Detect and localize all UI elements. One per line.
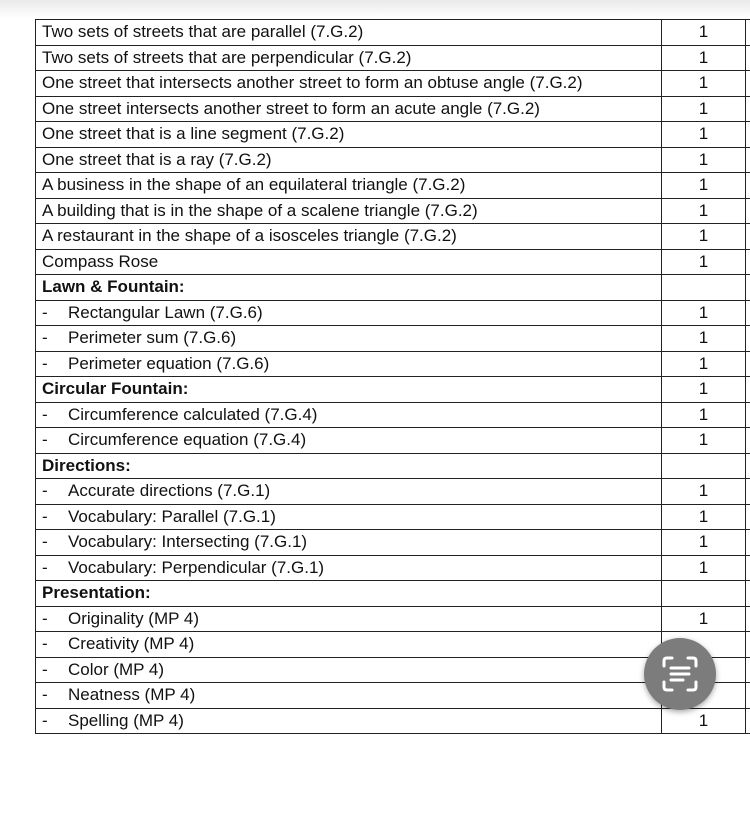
points-cell: 1 bbox=[662, 96, 746, 122]
table-row bbox=[36, 402, 750, 428]
table-row bbox=[36, 275, 750, 301]
bullet-dash: - bbox=[42, 685, 48, 705]
table-row bbox=[36, 198, 750, 224]
table-row bbox=[36, 530, 750, 556]
criterion-cell bbox=[36, 683, 662, 709]
section-heading: Circular Fountain: bbox=[36, 377, 662, 403]
points-cell: 1 bbox=[662, 530, 746, 556]
bullet-dash: - bbox=[42, 302, 48, 322]
bullet-dash: - bbox=[42, 608, 48, 628]
criterion-label: A business in the shape of an equilateral triangle (7.G.2) bbox=[36, 173, 662, 199]
criterion-cell bbox=[36, 708, 662, 734]
text-scan-button[interactable] bbox=[644, 638, 716, 710]
extra-column-cell bbox=[746, 249, 750, 275]
criterion-label: Vocabulary: Intersecting (7.G.1) bbox=[68, 532, 308, 552]
criterion-cell bbox=[36, 632, 662, 658]
criterion-label: Color (MP 4) bbox=[68, 659, 165, 679]
criterion-label: A restaurant in the shape of a isosceles triangle (7.G.2) bbox=[36, 224, 662, 250]
criterion-cell bbox=[36, 300, 662, 326]
extra-column-cell bbox=[746, 581, 750, 607]
extra-column-cell bbox=[746, 453, 750, 479]
extra-column-cell bbox=[746, 20, 750, 46]
criterion-label: One street that is a line segment (7.G.2) bbox=[36, 122, 662, 148]
bullet-dash: - bbox=[42, 557, 48, 577]
criterion-label: Rectangular Lawn (7.G.6) bbox=[68, 302, 263, 322]
rubric-table bbox=[35, 19, 750, 734]
points-cell: 1 bbox=[662, 504, 746, 530]
criterion-cell bbox=[36, 555, 662, 581]
points-cell: 1 bbox=[662, 173, 746, 199]
bullet-dash: - bbox=[42, 659, 48, 679]
points-cell: 1 bbox=[662, 249, 746, 275]
points-cell: 1 bbox=[662, 479, 746, 505]
extra-column-cell bbox=[746, 708, 750, 734]
table-row bbox=[36, 147, 750, 173]
criterion-label: Two sets of streets that are parallel (7.G.2) bbox=[36, 20, 662, 46]
points-cell bbox=[662, 453, 746, 479]
criterion-cell bbox=[36, 402, 662, 428]
criterion-cell bbox=[36, 351, 662, 377]
points-cell: 1 bbox=[662, 224, 746, 250]
rubric-body bbox=[36, 20, 750, 734]
extra-column-cell bbox=[746, 224, 750, 250]
bullet-dash: - bbox=[42, 634, 48, 654]
points-cell: 1 bbox=[662, 402, 746, 428]
table-row bbox=[36, 224, 750, 250]
points-cell: 1 bbox=[662, 71, 746, 97]
points-cell: 1 bbox=[662, 428, 746, 454]
table-row bbox=[36, 657, 750, 683]
bullet-dash: - bbox=[42, 404, 48, 424]
table-row bbox=[36, 453, 750, 479]
points-cell: 1 bbox=[662, 198, 746, 224]
bullet-dash: - bbox=[42, 710, 48, 730]
extra-column-cell bbox=[746, 147, 750, 173]
extra-column-cell bbox=[746, 122, 750, 148]
extra-column-cell bbox=[746, 198, 750, 224]
table-row bbox=[36, 20, 750, 46]
table-row bbox=[36, 555, 750, 581]
extra-column-cell bbox=[746, 96, 750, 122]
criterion-cell bbox=[36, 504, 662, 530]
points-cell: 1 bbox=[662, 20, 746, 46]
points-cell: 1 bbox=[662, 300, 746, 326]
bullet-dash: - bbox=[42, 430, 48, 450]
bullet-dash: - bbox=[42, 532, 48, 552]
criterion-label: Spelling (MP 4) bbox=[68, 710, 184, 730]
extra-column-cell bbox=[746, 683, 750, 709]
extra-column-cell bbox=[746, 402, 750, 428]
extra-column-cell bbox=[746, 657, 750, 683]
table-row bbox=[36, 249, 750, 275]
points-cell: 1 bbox=[662, 377, 746, 403]
points-cell: 1 bbox=[662, 606, 746, 632]
extra-column-cell bbox=[746, 71, 750, 97]
criterion-cell bbox=[36, 479, 662, 505]
criterion-label: Creativity (MP 4) bbox=[68, 634, 195, 654]
extra-column-cell bbox=[746, 632, 750, 658]
table-row bbox=[36, 122, 750, 148]
table-row bbox=[36, 504, 750, 530]
points-cell bbox=[662, 275, 746, 301]
bullet-dash: - bbox=[42, 481, 48, 501]
points-cell: 1 bbox=[662, 122, 746, 148]
table-row bbox=[36, 96, 750, 122]
criterion-cell bbox=[36, 606, 662, 632]
text-scan-icon bbox=[658, 652, 702, 696]
criterion-label: Accurate directions (7.G.1) bbox=[68, 481, 271, 501]
table-row bbox=[36, 683, 750, 709]
extra-column-cell bbox=[746, 377, 750, 403]
section-heading: Directions: bbox=[36, 453, 662, 479]
criterion-label: One street that is a ray (7.G.2) bbox=[36, 147, 662, 173]
criterion-cell bbox=[36, 530, 662, 556]
extra-column-cell bbox=[746, 555, 750, 581]
points-cell: 1 bbox=[662, 45, 746, 71]
criterion-label: A building that is in the shape of a scalene triangle (7.G.2) bbox=[36, 198, 662, 224]
criterion-label: Two sets of streets that are perpendicular (7.G.2) bbox=[36, 45, 662, 71]
extra-column-cell bbox=[746, 45, 750, 71]
table-row bbox=[36, 45, 750, 71]
table-row bbox=[36, 428, 750, 454]
points-cell: 1 bbox=[662, 351, 746, 377]
points-cell: 1 bbox=[662, 555, 746, 581]
criterion-label: Compass Rose bbox=[36, 249, 662, 275]
extra-column-cell bbox=[746, 326, 750, 352]
extra-column-cell bbox=[746, 275, 750, 301]
table-row bbox=[36, 351, 750, 377]
table-row bbox=[36, 377, 750, 403]
points-cell: 1 bbox=[662, 326, 746, 352]
criterion-cell bbox=[36, 326, 662, 352]
extra-column-cell bbox=[746, 606, 750, 632]
table-row bbox=[36, 326, 750, 352]
criterion-label: Vocabulary: Perpendicular (7.G.1) bbox=[68, 557, 325, 577]
criterion-label: Neatness (MP 4) bbox=[68, 685, 196, 705]
extra-column-cell bbox=[746, 479, 750, 505]
section-heading: Presentation: bbox=[36, 581, 662, 607]
extra-column-cell bbox=[746, 428, 750, 454]
extra-column-cell bbox=[746, 300, 750, 326]
criterion-label: One street that intersects another street to form an obtuse angle (7.G.2) bbox=[36, 71, 662, 97]
top-shadow bbox=[0, 0, 750, 18]
extra-column-cell bbox=[746, 351, 750, 377]
table-row bbox=[36, 300, 750, 326]
points-cell: 1 bbox=[662, 147, 746, 173]
bullet-dash: - bbox=[42, 506, 48, 526]
bullet-dash: - bbox=[42, 328, 48, 348]
criterion-label: Vocabulary: Parallel (7.G.1) bbox=[68, 506, 276, 526]
criterion-label: One street intersects another street to form an acute angle (7.G.2) bbox=[36, 96, 662, 122]
criterion-label: Perimeter sum (7.G.6) bbox=[68, 328, 237, 348]
criterion-label: Circumference calculated (7.G.4) bbox=[68, 404, 318, 424]
extra-column-cell bbox=[746, 173, 750, 199]
points-cell: 1 bbox=[662, 708, 746, 734]
bullet-dash: - bbox=[42, 353, 48, 373]
points-cell bbox=[662, 581, 746, 607]
table-row bbox=[36, 708, 750, 734]
table-row bbox=[36, 606, 750, 632]
criterion-cell bbox=[36, 428, 662, 454]
extra-column-cell bbox=[746, 504, 750, 530]
criterion-label: Originality (MP 4) bbox=[68, 608, 199, 628]
criterion-label: Circumference equation (7.G.4) bbox=[68, 430, 307, 450]
section-heading: Lawn & Fountain: bbox=[36, 275, 662, 301]
table-row bbox=[36, 71, 750, 97]
table-row bbox=[36, 632, 750, 658]
criterion-cell bbox=[36, 657, 662, 683]
extra-column-cell bbox=[746, 530, 750, 556]
table-row bbox=[36, 173, 750, 199]
criterion-label: Perimeter equation (7.G.6) bbox=[68, 353, 270, 373]
table-row bbox=[36, 479, 750, 505]
table-row bbox=[36, 581, 750, 607]
